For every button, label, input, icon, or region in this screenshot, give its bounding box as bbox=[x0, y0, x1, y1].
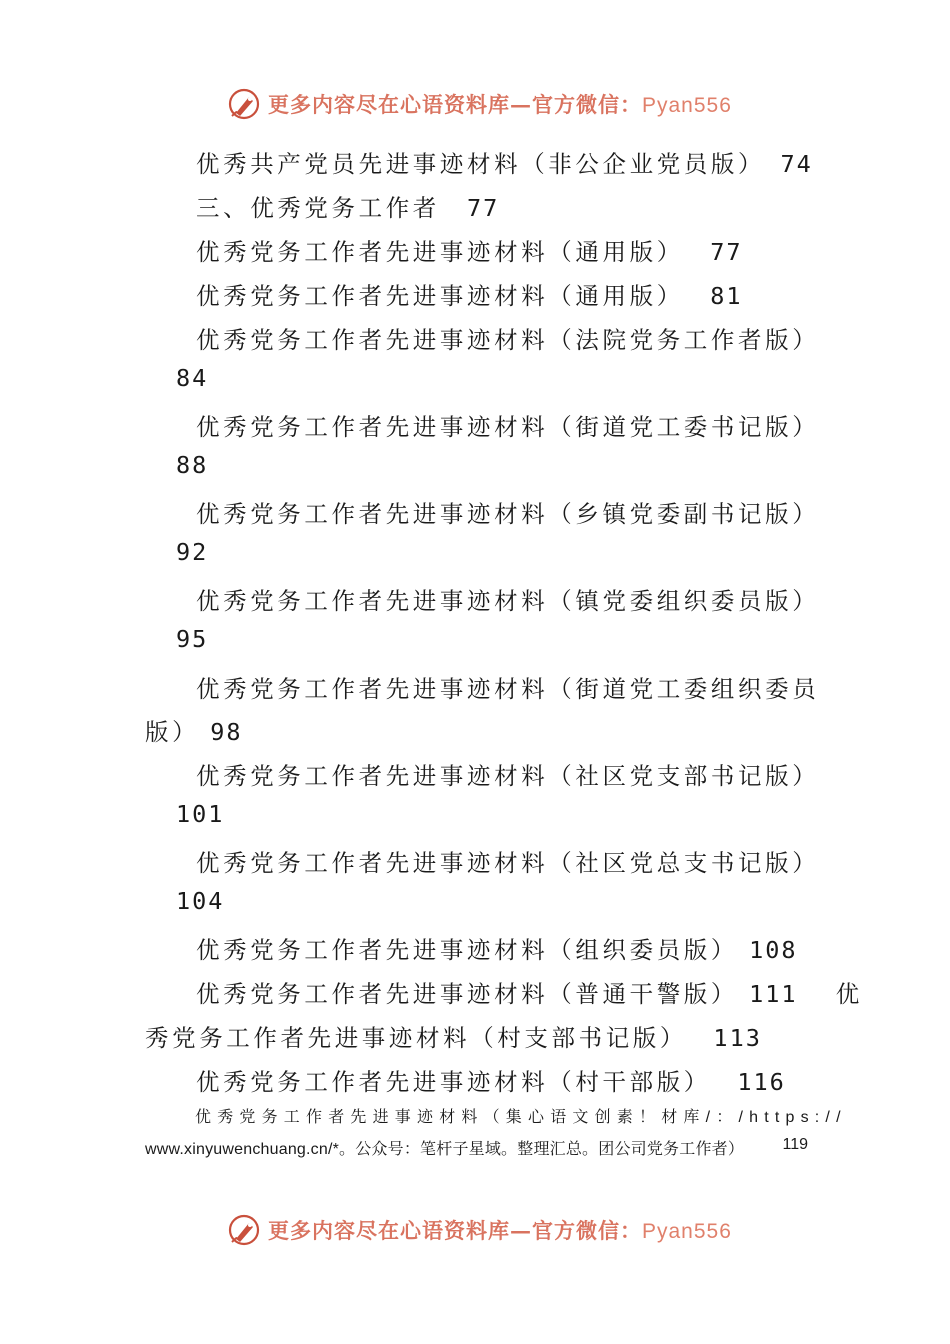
footer-line-2 bbox=[145, 1136, 810, 1159]
toc-entry bbox=[196, 975, 863, 1009]
watermark-banner-top bbox=[226, 84, 732, 124]
toc-entry-title: 优秀党务工作者先进事迹材料（镇党委组织委员版） bbox=[196, 587, 820, 615]
toc-entry-page: 77 bbox=[710, 238, 743, 266]
toc-entry bbox=[196, 757, 819, 791]
toc-entry-title: 优秀党务工作者先进事迹材料（社区党总支书记版） bbox=[196, 849, 820, 877]
toc-entry-page: 92 bbox=[176, 538, 209, 566]
toc-entry-page: 113 bbox=[713, 1024, 762, 1052]
toc-entry bbox=[196, 844, 819, 878]
toc-entry-title-cont: 秀党务工作者先进事迹材料（村支部书记版） bbox=[145, 1024, 676, 1052]
toc-entry-page: 104 bbox=[176, 887, 225, 915]
toc-entry-continuation bbox=[145, 1019, 762, 1053]
wechat-id: Pyan556 bbox=[642, 1220, 732, 1243]
watermark-text: 更多内容尽在心语资料库—官方微信：Pyan556 bbox=[268, 1218, 732, 1243]
toc-section-heading bbox=[196, 189, 499, 223]
toc-entry-title: 优秀党务工作者先进事迹材料（通用版） bbox=[196, 282, 673, 310]
toc-entry-title: 优秀共产党员先进事迹材料（非公企业党员版） bbox=[196, 150, 754, 178]
toc-entry bbox=[196, 321, 819, 355]
toc-entry-title: 优秀党务工作者先进事迹材料（组织委员版） bbox=[196, 936, 738, 964]
toc-entry-title: 三、优秀党务工作者 bbox=[196, 194, 440, 222]
toc-entry-continuation bbox=[145, 713, 243, 747]
toc-entry bbox=[196, 931, 798, 965]
toc-entry-page: 74 bbox=[780, 150, 813, 178]
watermark-banner-bottom bbox=[226, 1210, 732, 1250]
page-number: 119 bbox=[782, 1136, 808, 1153]
toc-entry-title: 优秀党务工作者先进事迹材料（村干部版） bbox=[196, 1068, 700, 1096]
toc-entry-title: 优秀党务工作者先进事迹材料（社区党支部书记版） bbox=[196, 762, 820, 790]
toc-entry-page: 98 bbox=[210, 718, 243, 746]
toc-entry bbox=[196, 277, 743, 311]
wechat-id: Pyan556 bbox=[642, 94, 732, 117]
toc-entry-page: 95 bbox=[176, 625, 209, 653]
toc-entry-title: 优秀党务工作者先进事迹材料（街道党工委组织委员 bbox=[196, 675, 820, 703]
toc-entry-page: 77 bbox=[467, 194, 500, 222]
watermark-text: 更多内容尽在心语资料库—官方微信：Pyan556 bbox=[268, 92, 732, 117]
toc-entry-page: 81 bbox=[710, 282, 743, 310]
pen-nib-logo-icon bbox=[226, 1212, 262, 1248]
toc-entry bbox=[196, 495, 819, 529]
toc-entry-title: 优秀党务工作者先进事迹材料（乡镇党委副书记版） bbox=[196, 500, 820, 528]
toc-entry-title: 优秀党务工作者先进事迹材料（通用版） bbox=[196, 238, 673, 266]
toc-entry bbox=[196, 145, 813, 179]
toc-entry-page: 101 bbox=[176, 800, 225, 828]
pen-nib-logo-icon bbox=[226, 86, 262, 122]
toc-entry-title-start: 优 bbox=[835, 980, 863, 1008]
toc-entry-title: 优秀党务工作者先进事迹材料（街道党工委书记版） bbox=[196, 413, 820, 441]
toc-entry-page: 88 bbox=[176, 451, 209, 479]
toc-entry-page: 108 bbox=[749, 936, 798, 964]
toc-entry bbox=[196, 582, 819, 616]
toc-entry bbox=[196, 233, 743, 267]
toc-entry-page: 116 bbox=[737, 1068, 786, 1096]
toc-entry-title-cont: 版） bbox=[145, 718, 200, 746]
toc-entry bbox=[196, 1063, 786, 1097]
footer-text: www.xinyuwenchuang.cn/*。公众号：笔杆子星域。整理汇总。团公司党务工作者） bbox=[145, 1141, 745, 1158]
footer-line-1 bbox=[145, 1104, 847, 1127]
toc-entry-page: 84 bbox=[176, 364, 209, 392]
toc-entry bbox=[196, 670, 819, 704]
toc-entry-title: 优秀党务工作者先进事迹材料（普通干警版） bbox=[196, 980, 738, 1008]
footer-text: 优秀党务工作者先进事迹材料（集心语文创素！材库/：/https:// bbox=[195, 1109, 847, 1126]
toc-entry bbox=[196, 408, 819, 442]
toc-entry-page: 111 bbox=[749, 980, 798, 1008]
toc-entry-title: 优秀党务工作者先进事迹材料（法院党务工作者版） bbox=[196, 326, 820, 354]
